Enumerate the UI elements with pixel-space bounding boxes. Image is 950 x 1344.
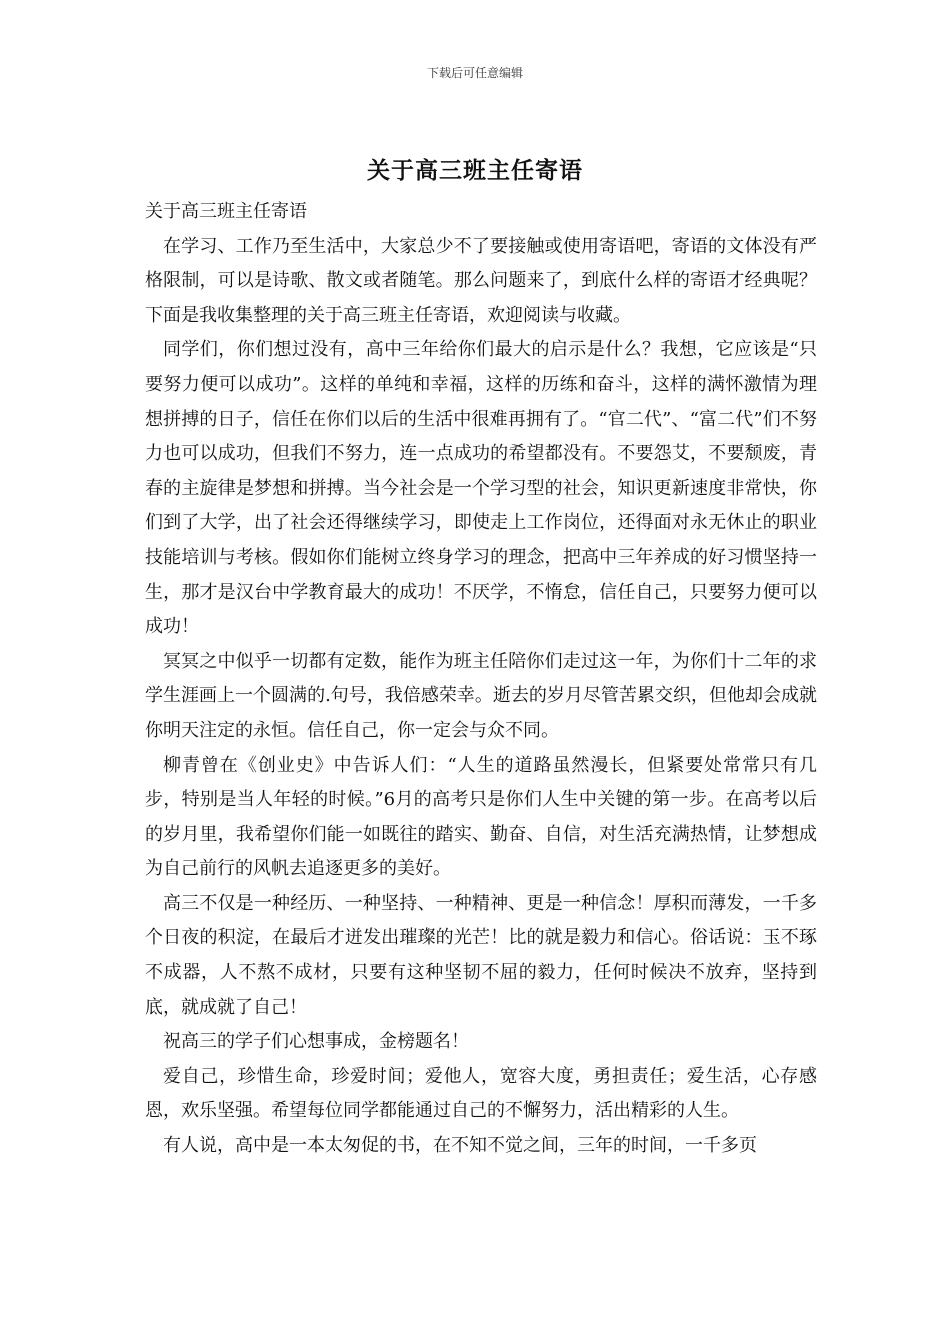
paragraph: 有人说，高中是一本太匆促的书，在不知不觉之间，三年的时间，一千多页 [163, 1135, 757, 1157]
document-title: 关于高三班主任寄语 [367, 157, 583, 184]
paragraph: 祝高三的学子们心想事成，金榜题名！ [163, 1031, 469, 1053]
paragraph: 高三不仅是一种经历、一种坚持、一种精神、更是一种信念！厚积而薄发，一千多个日夜的积淀，在最后才迸发出璀璨的光芒！比的就是毅力和信心。俗话说：玉不琢不成器，人不熬不成材，只要有这种坚韧不屈的毅力，任何时候决不放弃，坚持到底，就成就了自己！ [145, 892, 817, 1018]
page-header: 下载后可任意编辑 [426, 66, 523, 80]
paragraph: 同学们，你们想过没有，高中三年给你们最大的启示是什么？我想，它应该是“只要努力便可以成功”。这样的单纯和幸福，这样的历练和奋斗，这样的满怀激情为理想拼搏的日子，信任在你们以后的生活中很难再拥有了。“官二代”、“富二代”们不努力也可以成功，但我们不努力，连一点成功的希望都没有。不要怨艾，不要颓废，青春的主旋律是梦想和拼搏。当今社会是一个学习型的社会，知识更新速度非常快，你们到了大学，出了社会还得继续学习，即使走上工作岗位，还得面对永无休止的职业技能培训与考核。假如你们能树立终身学习的理念，把高中三年养成的好习惯坚持一生，那才是汉台中学教育最大的成功！不厌学，不惰怠，信任自己，只要努力便可以成功！ [145, 339, 817, 638]
paragraph: 柳青曾在《创业史》中告诉人们：“人生的道路虽然漫长，但紧要处常常只有几步，特别是当人年轻的时候。”6月的高考只是你们人生中关键的第一步。在高考以后的岁月里，我希望你们能一如既往的踏实、勤奋、自信，对生活充满热情，让梦想成为自己前行的风帆去追逐更多的美好。 [145, 754, 817, 880]
paragraph: 爱自己，珍惜生命，珍爱时间；爱他人，宽容大度，勇担责任；爱生活，心存感恩，欢乐坚强。希望每位同学都能通过自己的不懈努力，活出精彩的人生。 [145, 1065, 817, 1122]
document-body [145, 195, 817, 1164]
paragraph: 在学习、工作乃至生活中，大家总少不了要接触或使用寄语吧，寄语的文体没有严格限制，可以是诗歌、散文或者随笔。那么问题来了，到底什么样的寄语才经典呢？下面是我收集整理的关于高三班主任寄语，欢迎阅读与收藏。 [145, 235, 817, 326]
paragraph: 冥冥之中似乎一切都有定数，能作为班主任陪你们走过这一年，为你们十二年的求学生涯画上一个圆满的.句号，我倍感荣幸。逝去的岁月尽管苦累交织，但他却会成就你明天注定的永恒。信任自己，你一定会与众不同。 [145, 650, 817, 741]
document-subtitle: 关于高三班主任寄语 [145, 201, 307, 222]
